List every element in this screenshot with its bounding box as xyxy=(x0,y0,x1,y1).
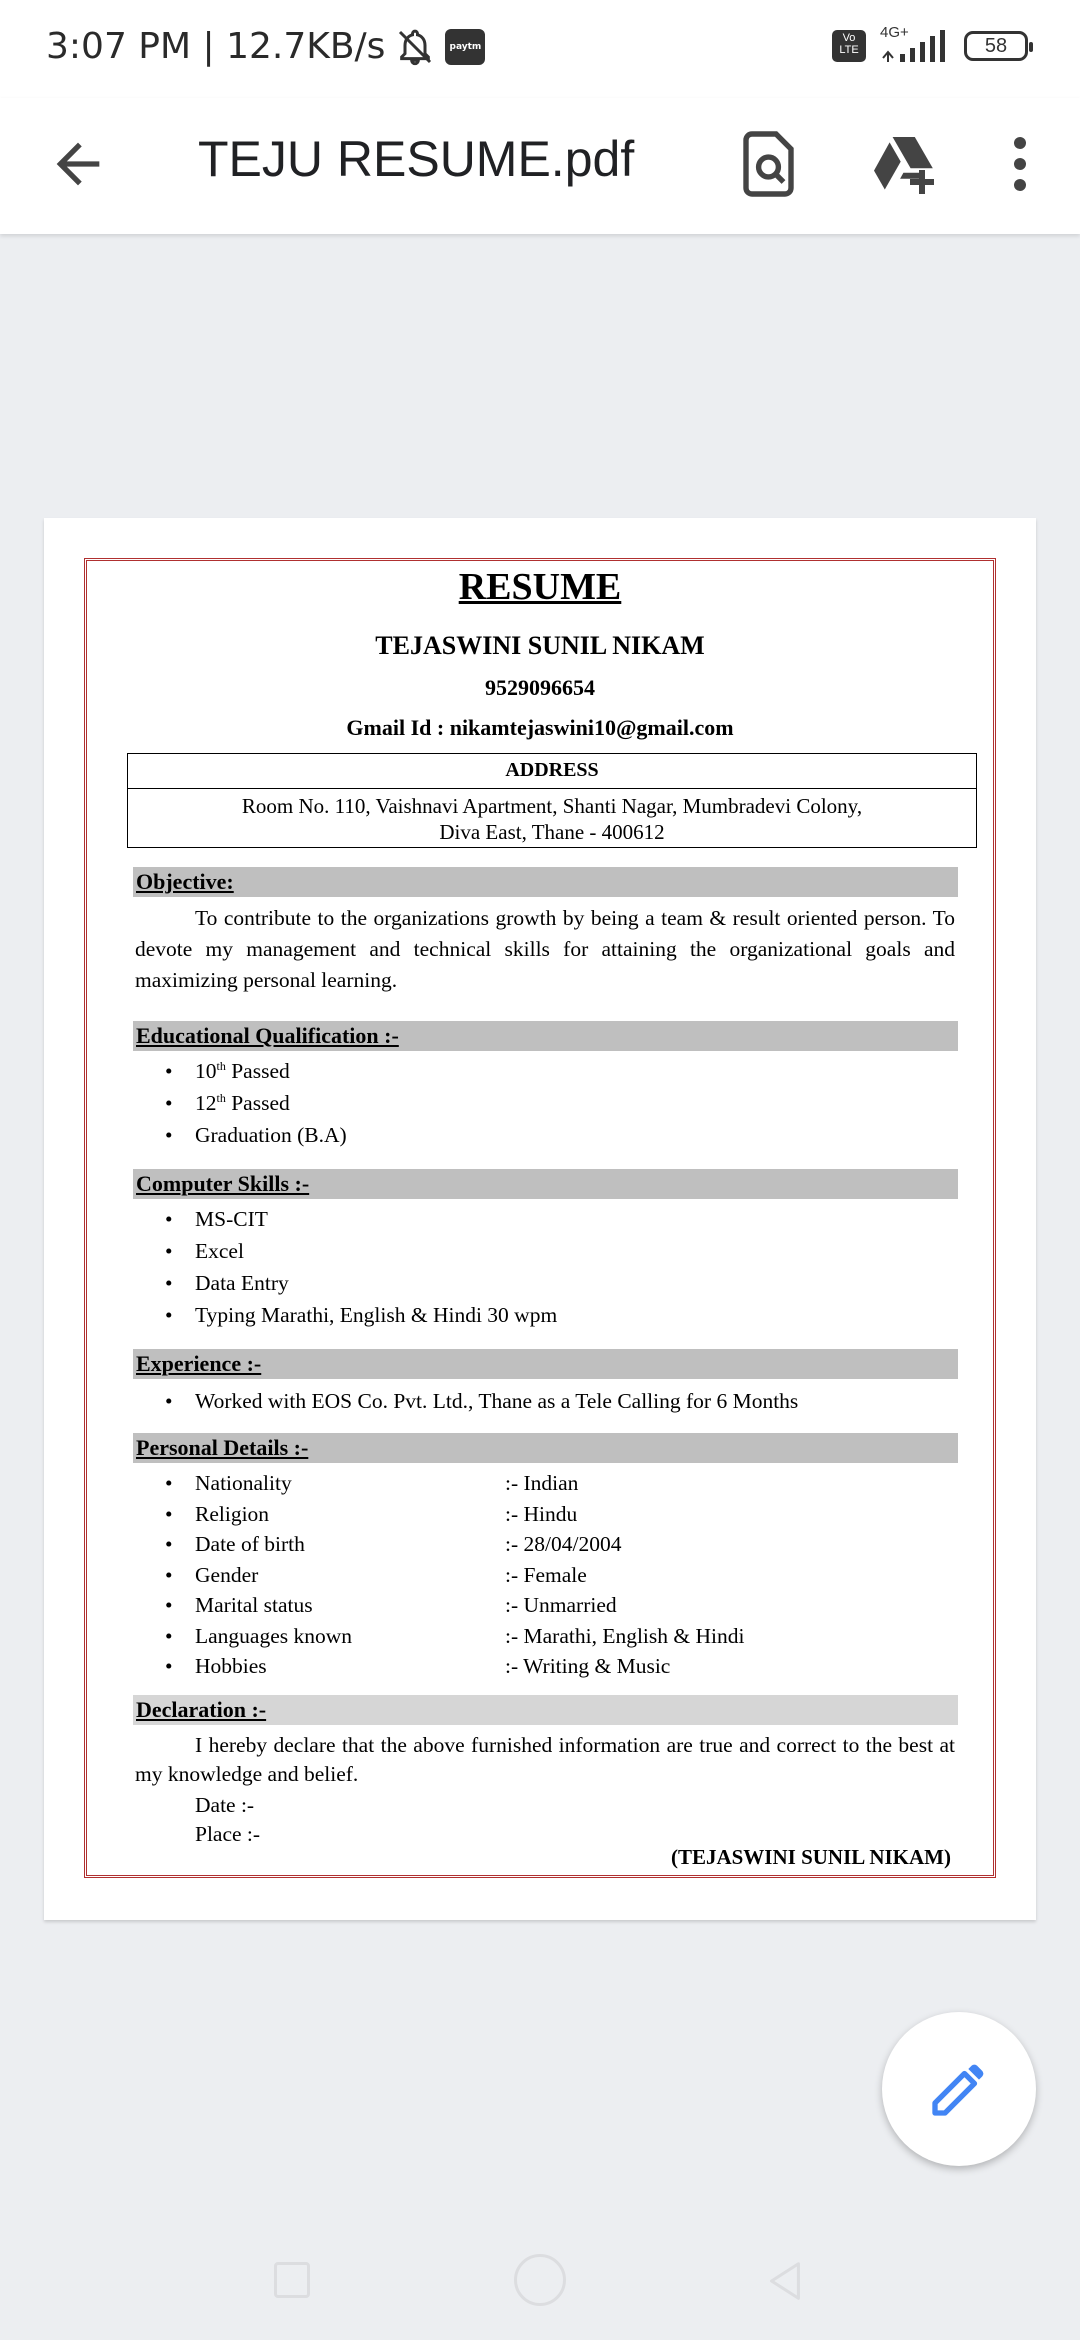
status-bar xyxy=(0,0,1080,98)
pencil-icon xyxy=(927,2057,991,2121)
arrow-left-icon xyxy=(46,132,110,196)
drive-add-icon xyxy=(868,128,940,200)
list-item: • Worked with EOS Co. Pvt. Ltd., Thane as a Tele Calling for 6 Months xyxy=(165,1389,799,1413)
education-heading: Educational Qualification :- xyxy=(133,1021,958,1051)
address-body xyxy=(128,789,976,847)
home-button[interactable] xyxy=(514,2254,566,2306)
navigation-bar xyxy=(0,2240,1080,2340)
list-item: • Religion :- Hindu xyxy=(165,1501,578,1526)
battery-icon xyxy=(964,31,1028,61)
list-item: • MS-CIT xyxy=(165,1207,268,1231)
add-to-drive-button[interactable] xyxy=(868,128,940,200)
list-item: • Excel xyxy=(165,1239,244,1263)
app-bar xyxy=(0,98,1080,234)
address-table xyxy=(127,753,977,848)
document-title: TEJU RESUME.pdf xyxy=(198,131,635,187)
resume-email: Gmail Id : nikamtejaswini10@gmail.com xyxy=(346,715,734,740)
battery-level: 58 xyxy=(984,34,1008,57)
status-right xyxy=(832,24,1028,64)
volte-icon: Vo LTE xyxy=(832,30,866,62)
list-item: • Date of birth :- 28/04/2004 xyxy=(165,1532,622,1556)
signature: (TEJASWINI SUNIL NIKAM) xyxy=(670,1845,951,1869)
bell-off-icon xyxy=(395,27,435,67)
list-item: • Marital status :- Unmarried xyxy=(165,1593,617,1617)
triangle-back-icon xyxy=(762,2258,808,2304)
list-item: • Languages known :- Marathi, English & Hindi xyxy=(165,1623,745,1648)
back-nav-button[interactable] xyxy=(762,2258,808,2304)
personal-heading: Personal Details :- xyxy=(133,1433,958,1463)
more-options-button[interactable] xyxy=(984,128,1056,200)
list-item: • Data Entry xyxy=(165,1271,289,1295)
list-item: • Gender :- Female xyxy=(165,1562,587,1587)
address-line: Room No. 110, Vaishnavi Apartment, Shanti Nagar, Mumbradevi Colony, xyxy=(241,794,863,818)
list-item: • Nationality :- Indian xyxy=(165,1471,579,1495)
list-item: • 12th Passed xyxy=(165,1091,290,1116)
back-button[interactable] xyxy=(46,132,110,196)
recents-button[interactable] xyxy=(274,2262,310,2298)
more-vert-icon xyxy=(984,128,1056,200)
place-label: Place :- xyxy=(195,1822,261,1846)
address-line: Diva East, Thane - 400612 xyxy=(439,820,665,844)
experience-heading: Experience :- xyxy=(133,1349,958,1379)
objective-text: To contribute to the organizations growth by being a team & result oriented person. To devote my management and technical skills for attaining the organizational goals and maximizing personal learning. xyxy=(135,906,955,992)
document-search-icon xyxy=(734,128,806,200)
pdf-page[interactable] xyxy=(44,518,1036,1920)
find-in-document-button[interactable] xyxy=(734,128,806,200)
resume-heading: RESUME xyxy=(458,566,622,608)
resume-name: TEJASWINI SUNIL NIKAM xyxy=(375,631,705,660)
skills-heading: Computer Skills :- xyxy=(133,1169,958,1199)
status-time: 3:07 PM | 12.7KB/s xyxy=(46,26,386,67)
objective-heading: Objective: xyxy=(133,867,958,897)
network-type: 4G+ xyxy=(880,24,909,41)
edit-button[interactable] xyxy=(882,2012,1036,2166)
address-heading: ADDRESS xyxy=(128,754,976,789)
list-item: • Typing Marathi, English & Hindi 30 wpm xyxy=(165,1303,558,1327)
paytm-icon: paytm xyxy=(445,29,485,65)
list-item: • Hobbies :- Writing & Music xyxy=(165,1654,671,1678)
resume-phone: 9529096654 xyxy=(485,675,595,700)
list-item: • 10th Passed xyxy=(165,1059,290,1084)
date-label: Date :- xyxy=(195,1793,255,1817)
status-left xyxy=(46,26,485,67)
resume-frame xyxy=(84,558,996,1878)
list-item: • Graduation (B.A) xyxy=(165,1123,347,1147)
declaration-text: I hereby declare that the above furnished information are true and correct to the best at my knowledge and belief. xyxy=(135,1733,955,1786)
signal-icon xyxy=(880,24,950,64)
declaration-heading: Declaration :- xyxy=(133,1695,958,1725)
